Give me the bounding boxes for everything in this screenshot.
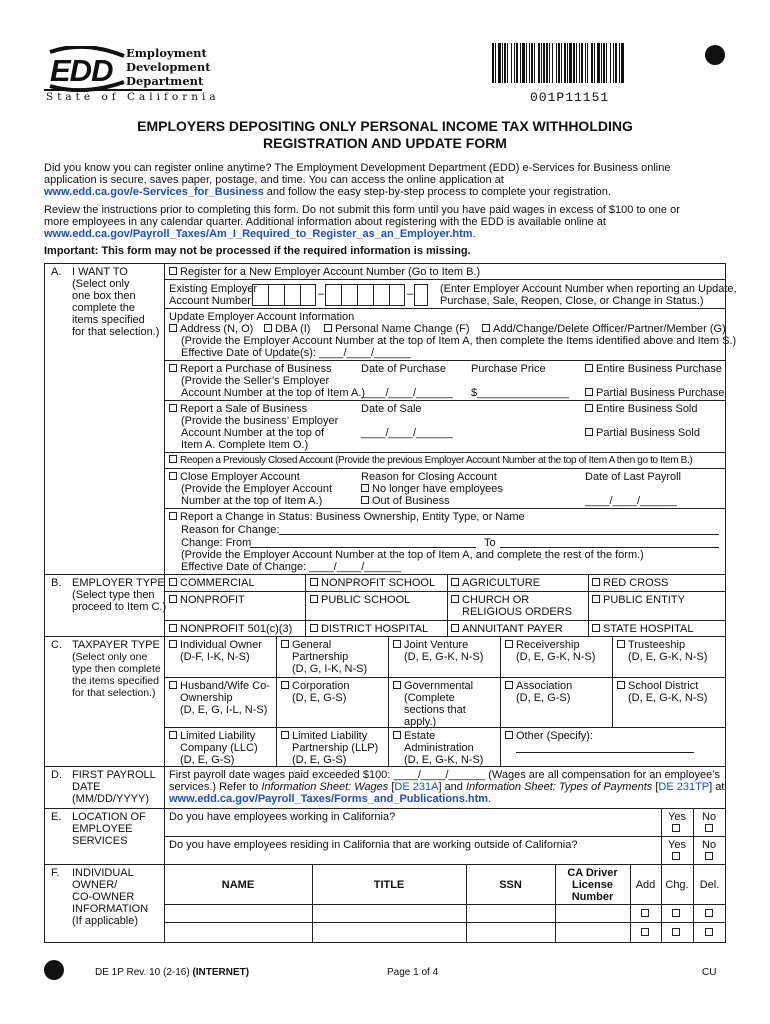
footer-form-id <box>95 967 249 980</box>
partial-purchase-label: Partial Business Purchase <box>596 387 725 399</box>
e-label-2: EMPLOYEE <box>72 823 133 835</box>
entire-purchase-checkbox[interactable] <box>585 364 593 372</box>
update-dba-option[interactable] <box>264 323 310 336</box>
col-ssn: SSN <box>499 879 522 891</box>
taxpayer-label-r2-1: Corporation <box>292 680 350 692</box>
update-officer-label: Add/Change/Delete Officer/Partner/Member (G) <box>493 323 726 335</box>
d-l2b: Information Sheet: Wages <box>261 781 389 793</box>
owner2-del-checkbox[interactable] <box>705 928 713 936</box>
c-label-5: for that selection.) <box>72 687 156 699</box>
register-new-option[interactable] <box>169 266 480 279</box>
state-hospital-label: STATE HOSPITAL <box>603 623 694 635</box>
taxpayer-sub-r3-0-2: (D, E, G-S) <box>180 754 235 766</box>
entire-purchase-label: Entire Business Purchase <box>596 363 722 375</box>
d-label-3: (MM/DD/YYYY) <box>72 793 149 805</box>
e-label-1: LOCATION OF <box>72 811 146 823</box>
taxpayer-option-r2-4[interactable] <box>617 680 698 693</box>
taxpayer-sub-r3-2-2: (D, E, G-K, N-S) <box>404 754 484 766</box>
update-officer-option[interactable] <box>482 323 726 336</box>
out-of-business-option[interactable] <box>361 495 450 508</box>
d-label-1: FIRST PAYROLL <box>72 769 156 781</box>
red-cross-option[interactable] <box>592 577 668 590</box>
entire-purchase-option[interactable] <box>585 363 722 376</box>
public-entity-label: PUBLIC ENTITY <box>603 594 685 606</box>
update-name-option[interactable] <box>324 323 470 336</box>
f-label-1: INDIVIDUAL <box>72 867 134 879</box>
reopen-option[interactable] <box>169 455 692 468</box>
taxpayer-checkbox-r1-1[interactable] <box>281 640 289 648</box>
owner1-chg-checkbox[interactable] <box>672 909 680 917</box>
logo-text: EDD <box>50 53 113 88</box>
footer-form-bold: (INTERNET) <box>192 967 250 978</box>
taxpayer-checkbox-r2-1[interactable] <box>281 681 289 689</box>
change-note: (Provide the Employer Account Number at the top of Item A, and complete the rest of the form.) <box>181 549 644 561</box>
taxpayer-sub-r2-2-2: sections that <box>404 704 466 716</box>
intro-line-1: Did you know you can register online anytime? The Employment Development Department (EDD) e-Services for Business online <box>44 162 671 174</box>
de231a-link[interactable]: DE 231A <box>394 781 439 793</box>
change-effective-date[interactable]: Effective Date of Change: ____/____/______ <box>181 561 401 573</box>
important-note: Important: This form may not be processed if the required information is missing. <box>44 245 471 257</box>
d-l2f: Information Sheet: Types of Payments <box>465 781 653 793</box>
a-label-5: items specified <box>72 314 145 326</box>
existing-note-2: Purchase, Sale, Reopen, Close, or Change in Status.) <box>440 295 704 307</box>
q2-no-label: No <box>702 839 717 851</box>
update-address-option[interactable] <box>169 323 253 336</box>
q2-yes-checkbox[interactable] <box>672 852 680 860</box>
sale-label-3: Account Number at the top of <box>181 427 325 439</box>
purchase-label-3: Account Number at the top of Item A.) <box>181 387 366 399</box>
register-new-label: Register for a New Employer Account Number (Go to Item B.) <box>180 266 481 278</box>
public-school-option[interactable] <box>310 594 410 607</box>
taxpayer-sub-r2-3-1: (D, E, G-S) <box>516 692 571 704</box>
last-payroll-field[interactable]: ____/____/______ <box>585 495 677 507</box>
taxpayer-checkbox-r2-4[interactable] <box>617 681 625 689</box>
q1-yes-checkbox[interactable] <box>672 824 680 832</box>
e-label-3: SERVICES <box>72 835 128 847</box>
agency-line-3: Department <box>126 74 204 88</box>
b-letter: B. <box>51 577 62 589</box>
owner2-chg-checkbox[interactable] <box>672 928 680 936</box>
taxpayer-label-r3-0: Limited Liability <box>180 730 256 742</box>
d-l2i: ] at <box>709 781 725 793</box>
taxpayer-label-r2-2: Governmental <box>404 680 474 692</box>
date-of-purchase-label: Date of Purchase <box>361 363 446 375</box>
c-label-1: TAXPAYER TYPE <box>72 639 160 651</box>
sale-option[interactable] <box>169 403 307 416</box>
taxpayer-sub-r2-2-1: (Complete <box>404 692 455 704</box>
district-hospital-label: DISTRICT HOSPITAL <box>321 623 429 635</box>
update-address-label: Address (N, O) <box>180 323 254 335</box>
c-label-3: type then complete <box>72 663 161 675</box>
taxpayer-option-r2-0[interactable] <box>169 680 270 693</box>
close-checkbox[interactable] <box>169 472 177 480</box>
owner2-add-checkbox[interactable] <box>641 928 649 936</box>
change-status-checkbox[interactable] <box>169 512 177 520</box>
taxpayer-sub-r1-3-1: (D, E, G-K, N-S) <box>516 651 596 663</box>
district-hospital-option[interactable] <box>310 623 428 636</box>
state-hospital-checkbox[interactable] <box>592 624 600 632</box>
taxpayer-sub-r3-1-2: (D, E, G-S) <box>292 754 347 766</box>
d-l2a: services.) Refer to <box>169 781 262 793</box>
q1-yes-label: Yes <box>668 811 686 823</box>
commercial-option[interactable] <box>169 577 255 590</box>
taxpayer-option-r3-1[interactable] <box>281 730 367 743</box>
annuitant-payer-option[interactable] <box>451 623 563 636</box>
annuitant-payer-checkbox[interactable] <box>451 624 459 632</box>
q1-no-checkbox[interactable] <box>705 824 713 832</box>
taxpayer-label-r3-1: Limited Liability <box>292 730 368 742</box>
taxpayer-option-r1-1[interactable] <box>281 639 331 652</box>
church-label-2: RELIGIOUS ORDERS <box>462 606 573 618</box>
col-del: Del. <box>699 879 720 891</box>
col-chg: Chg. <box>665 879 689 891</box>
b-label-3: proceed to Item C.) <box>72 601 167 613</box>
taxpayer-sub-r3-2-1: Administration <box>404 742 474 754</box>
d-link-end: . <box>488 793 492 805</box>
c-label-4: the items specified <box>72 675 159 687</box>
c-label-2: (Select only one <box>72 651 148 663</box>
commercial-checkbox[interactable] <box>169 578 177 586</box>
d-l2g: [ <box>652 781 659 793</box>
taxpayer-label-r2-4: School District <box>628 680 699 692</box>
taxpayer-sub-r1-0-1: (D-F, I-K, N-S) <box>180 651 250 663</box>
taxpayer-sub-r1-2-1: (D, E, G-K, N-S) <box>404 651 484 663</box>
partial-sold-label: Partial Business Sold <box>596 427 700 439</box>
q2-no-checkbox[interactable] <box>705 852 713 860</box>
form-title-2: REGISTRATION AND UPDATE FORM <box>263 135 507 151</box>
taxpayer-label-r3-2: Estate <box>404 730 436 742</box>
close-label-3: Number at the top of Item A.) <box>181 495 323 507</box>
public-entity-checkbox[interactable] <box>592 595 600 603</box>
taxpayer-option-r1-4[interactable] <box>617 639 685 652</box>
register-new-checkbox[interactable] <box>169 267 177 275</box>
update-dba-label: DBA (I) <box>275 323 311 335</box>
q1-no-label: No <box>702 811 717 823</box>
agriculture-checkbox[interactable] <box>451 578 459 586</box>
taxpayer-checkbox-r1-0[interactable] <box>169 640 177 648</box>
update-note: (Provide the Employer Account Number at the top of Item A, then complete the Items identified above and Item S.) <box>181 335 737 347</box>
f-label-5: (If applicable) <box>72 915 139 927</box>
de231tp-link[interactable]: DE 231TP <box>658 781 710 793</box>
taxpayer-label-r1-4: Trusteeship <box>628 639 686 651</box>
a-letter: A. <box>51 266 62 278</box>
col-cdl-1: CA Driver <box>567 867 618 879</box>
no-employees-option[interactable] <box>361 483 503 496</box>
f-label-4: INFORMATION <box>72 903 149 915</box>
intro-line-2: application is secure, saves paper, postage, and time. You can access the online application at <box>44 174 504 186</box>
red-cross-label: RED CROSS <box>603 577 669 589</box>
red-cross-checkbox[interactable] <box>592 578 600 586</box>
reason-change-input[interactable] <box>279 534 719 535</box>
change-status-option[interactable] <box>169 511 525 524</box>
no-employees-checkbox[interactable] <box>361 484 369 492</box>
a-label-4: complete the <box>72 302 135 314</box>
d-label-2: DATE <box>72 781 101 793</box>
other-specify-input[interactable] <box>516 752 694 753</box>
sale-label-4: Item A. Complete Item O.) <box>181 439 309 451</box>
col-add: Add <box>635 879 656 891</box>
intro-line-3-text: and follow the easy step-by-step process to complete your registration. <box>263 186 611 198</box>
e-letter: E. <box>51 811 62 823</box>
commercial-label: COMMERCIAL <box>180 577 255 589</box>
register-link[interactable]: www.edd.ca.gov/Payroll_Taxes/Am_I_Required_to_Register_as_an_Employer.htm <box>44 228 473 240</box>
d-letter: D. <box>51 769 62 781</box>
partial-purchase-option[interactable] <box>585 387 724 400</box>
taxpayer-option-r2-3[interactable] <box>505 680 572 693</box>
taxpayer-checkbox-r2-3[interactable] <box>505 681 513 689</box>
sale-checkbox[interactable] <box>169 404 177 412</box>
col-name: NAME <box>221 879 255 891</box>
change-to-label: To <box>484 537 496 549</box>
close-reason-label: Reason for Closing Account <box>361 471 497 483</box>
b-label-1: EMPLOYER TYPE <box>72 577 165 589</box>
first-payroll-line-3 <box>169 793 491 806</box>
purchase-option[interactable] <box>169 363 332 376</box>
date-of-sale-label: Date of Sale <box>361 403 422 415</box>
taxpayer-option-r2-2[interactable] <box>393 680 473 693</box>
change-status-label: Report a Change in Status: Business Ownership, Entity Type, or Name <box>180 511 525 523</box>
a-label-1: I WANT TO <box>72 266 128 278</box>
taxpayer-sub-r2-0-2: (D, E, G, I-L, N-S) <box>180 704 268 716</box>
taxpayer-sub-r2-0-1: Ownership <box>180 692 233 704</box>
agency-line-2: Development <box>126 60 211 74</box>
taxpayer-checkbox-r3-3[interactable] <box>505 731 513 739</box>
district-hospital-checkbox[interactable] <box>310 624 318 632</box>
taxpayer-label-r1-2: Joint Venture <box>404 639 469 651</box>
owner1-add-checkbox[interactable] <box>641 909 649 917</box>
purchase-checkbox[interactable] <box>169 364 177 372</box>
intro-line-5: more employees in any calendar quarter. Additional information about registering with the EDD is available online at <box>44 216 606 228</box>
reopen-label: Reopen a Previously Closed Account (Provide the previous Employer Account Number at the top of Item A then go to Item B.) <box>180 455 693 466</box>
taxpayer-checkbox-r2-2[interactable] <box>393 681 401 689</box>
taxpayer-option-r2-1[interactable] <box>281 680 349 693</box>
sale-label-1: Report a Sale of Business <box>180 403 308 415</box>
f-label-2: OWNER/ <box>72 879 118 891</box>
b-label-2: (Select type then <box>72 589 155 601</box>
church-checkbox[interactable] <box>451 595 459 603</box>
entire-sold-label: Entire Business Sold <box>596 403 698 415</box>
footer-page: Page 1 of 4 <box>387 967 439 978</box>
nonprofit-label: NONPROFIT <box>180 594 245 606</box>
taxpayer-checkbox-r3-2[interactable] <box>393 731 401 739</box>
entire-sold-option[interactable] <box>585 403 698 416</box>
state-hospital-option[interactable] <box>592 623 693 636</box>
purchase-price-label: Purchase Price <box>471 363 546 375</box>
taxpayer-checkbox-r3-1[interactable] <box>281 731 289 739</box>
no-employees-label: No longer have employees <box>372 483 503 495</box>
partial-sold-checkbox[interactable] <box>585 428 593 436</box>
taxpayer-sub-r3-0-1: Company (LLC) <box>180 742 258 754</box>
agriculture-label: AGRICULTURE <box>462 577 541 589</box>
intro-line-6-end: . <box>472 228 476 240</box>
change-to-input[interactable] <box>500 547 719 548</box>
taxpayer-label-r1-3: Receivership <box>516 639 580 651</box>
eservices-link[interactable]: www.edd.ca.gov/e-Services_for_Business <box>44 186 264 198</box>
existing-label-1: Existing Employer <box>169 283 258 295</box>
d-l2c: [ <box>388 781 395 793</box>
nonprofit-501c3-option[interactable] <box>169 623 292 636</box>
update-title: Update Employer Account Information <box>169 311 355 323</box>
taxpayer-sub-r2-1-1: (D, E, G-S) <box>292 692 347 704</box>
forms-publications-link[interactable]: www.edd.ca.gov/Payroll_Taxes/Forms_and_Publications.htm <box>169 793 489 805</box>
annuitant-payer-label: ANNUITANT PAYER <box>462 623 563 635</box>
taxpayer-sub-r1-4-1: (D, E, G-K, N-S) <box>628 651 708 663</box>
public-school-checkbox[interactable] <box>310 595 318 603</box>
a-label-6: for that selection.) <box>72 326 160 338</box>
taxpayer-label-r3-3: Other (Specify): <box>516 730 594 742</box>
form-title-1: EMPLOYERS DEPOSITING ONLY PERSONAL INCOME TAX WITHHOLDING <box>137 118 633 134</box>
change-from-label: Change: From <box>181 537 252 549</box>
update-officer-checkbox[interactable] <box>482 324 490 332</box>
taxpayer-label-r2-0: Husband/Wife Co- <box>180 680 270 692</box>
reopen-checkbox[interactable] <box>169 455 177 463</box>
church-option[interactable] <box>451 594 529 607</box>
agency-line-1: Employment <box>126 46 207 60</box>
update-dba-checkbox[interactable] <box>264 324 272 332</box>
nonprofit-option[interactable] <box>169 594 245 607</box>
taxpayer-option-r3-3[interactable] <box>505 730 593 743</box>
date-of-sale-field[interactable]: ____/____/______ <box>361 427 453 439</box>
nonprofit-school-option[interactable] <box>310 577 435 590</box>
close-label-1: Close Employer Account <box>180 471 300 483</box>
first-payroll-line-2 <box>169 781 724 794</box>
footer-form-text: DE 1P Rev. 10 (2-16) <box>95 967 193 978</box>
taxpayer-sub-r1-1-2: (D, G, I-K, N-S) <box>292 663 368 675</box>
intro-line-3 <box>44 186 611 199</box>
out-of-business-checkbox[interactable] <box>361 496 369 504</box>
taxpayer-option-r1-0[interactable] <box>169 639 262 652</box>
registration-mark <box>705 45 725 65</box>
sale-label-2: (Provide the business’ Employer <box>181 415 339 427</box>
taxpayer-checkbox-r2-0[interactable] <box>169 681 177 689</box>
public-entity-option[interactable] <box>592 594 685 607</box>
employer-account-number-input[interactable]: – – <box>252 284 415 306</box>
footer-cu: CU <box>702 967 717 978</box>
col-cdl-3: Number <box>571 891 614 903</box>
taxpayer-sub-r2-4-1: (D, E, G-K, N-S) <box>628 692 708 704</box>
close-label-2: (Provide the Employer Account <box>181 483 333 495</box>
update-name-label: Personal Name Change (F) <box>335 323 470 335</box>
taxpayer-checkbox-r1-2[interactable] <box>393 640 401 648</box>
taxpayer-checkbox-r1-4[interactable] <box>617 640 625 648</box>
taxpayer-checkbox-r3-0[interactable] <box>169 731 177 739</box>
a-label-2: (Select only <box>72 278 130 290</box>
barcode <box>492 43 626 83</box>
taxpayer-sub-r1-1-1: Partnership <box>292 651 349 663</box>
intro-line-6 <box>44 228 476 241</box>
nonprofit-501c3-checkbox[interactable] <box>169 624 177 632</box>
taxpayer-sub-r2-2-3: apply.) <box>404 716 437 728</box>
c-letter: C. <box>51 639 62 651</box>
nonprofit-school-label: NONPROFIT SCHOOL <box>321 577 436 589</box>
f-label-3: CO-OWNER <box>72 891 135 903</box>
update-effective-date[interactable]: Effective Date of Update(s): ____/____/______ <box>181 347 411 359</box>
purchase-price-field[interactable]: $_______________ <box>471 387 569 399</box>
partial-sold-option[interactable] <box>585 427 700 440</box>
public-school-label: PUBLIC SCHOOL <box>321 594 411 606</box>
question-working-ca: Do you have employees working in California? <box>169 811 396 823</box>
agriculture-option[interactable] <box>451 577 540 590</box>
taxpayer-sub-r3-1-1: Partnership (LLP) <box>292 742 379 754</box>
taxpayer-label-r2-3: Association <box>516 680 573 692</box>
d-l2e: ] and <box>438 781 466 793</box>
church-label-1: CHURCH OR <box>462 594 530 606</box>
col-title: TITLE <box>373 879 405 891</box>
taxpayer-label-r1-0: Individual Owner <box>180 639 262 651</box>
taxpayer-label-r1-1: General <box>292 639 332 651</box>
taxpayer-option-r1-2[interactable] <box>393 639 468 652</box>
last-payroll-label: Date of Last Payroll <box>585 471 681 483</box>
state-of-california: State of California <box>46 91 220 103</box>
intro-line-4: Review the instructions prior to completing this form. Do not submit this form until you have paid wages in excess of $100 to one or <box>44 204 680 216</box>
q2-yes-label: Yes <box>668 839 686 851</box>
reason-change-label: Reason for Change: <box>181 524 280 536</box>
nonprofit-school-checkbox[interactable] <box>310 578 318 586</box>
f-letter: F. <box>51 867 60 879</box>
date-of-purchase-field[interactable]: ____/____/______ <box>361 387 453 399</box>
purchase-label-1: Report a Purchase of Business <box>180 363 332 375</box>
taxpayer-checkbox-r1-3[interactable] <box>505 640 513 648</box>
existing-label-2: Account Number: <box>169 295 254 307</box>
partial-purchase-checkbox[interactable] <box>585 388 593 396</box>
taxpayer-option-r3-0[interactable] <box>169 730 255 743</box>
a-label-3: one box then <box>72 290 136 302</box>
footer-registration-mark <box>44 960 64 980</box>
nonprofit-checkbox[interactable] <box>169 595 177 603</box>
update-address-checkbox[interactable] <box>169 324 177 332</box>
update-name-checkbox[interactable] <box>324 324 332 332</box>
change-from-input[interactable] <box>250 547 476 548</box>
existing-note-1: (Enter Employer Account Number when reporting an Update, <box>440 283 737 295</box>
question-residing-ca: Do you have employees residing in California that are working outside of California? <box>169 839 578 851</box>
close-option[interactable] <box>169 471 300 484</box>
taxpayer-option-r1-3[interactable] <box>505 639 580 652</box>
taxpayer-option-r3-2[interactable] <box>393 730 435 743</box>
first-payroll-date-field[interactable]: First payroll date wages paid exceeded $100: ____/____/______ (Wages are all compensation for an employee’s <box>169 769 720 781</box>
out-of-business-label: Out of Business <box>372 495 450 507</box>
entire-sold-checkbox[interactable] <box>585 404 593 412</box>
form-code: 001P11151 <box>530 90 610 105</box>
owner1-del-checkbox[interactable] <box>705 909 713 917</box>
purchase-label-2: (Provide the Seller’s Employer <box>181 375 330 387</box>
nonprofit-501c3-label: NONPROFIT 501(c)(3) <box>180 623 293 635</box>
col-cdl-2: License <box>572 879 613 891</box>
